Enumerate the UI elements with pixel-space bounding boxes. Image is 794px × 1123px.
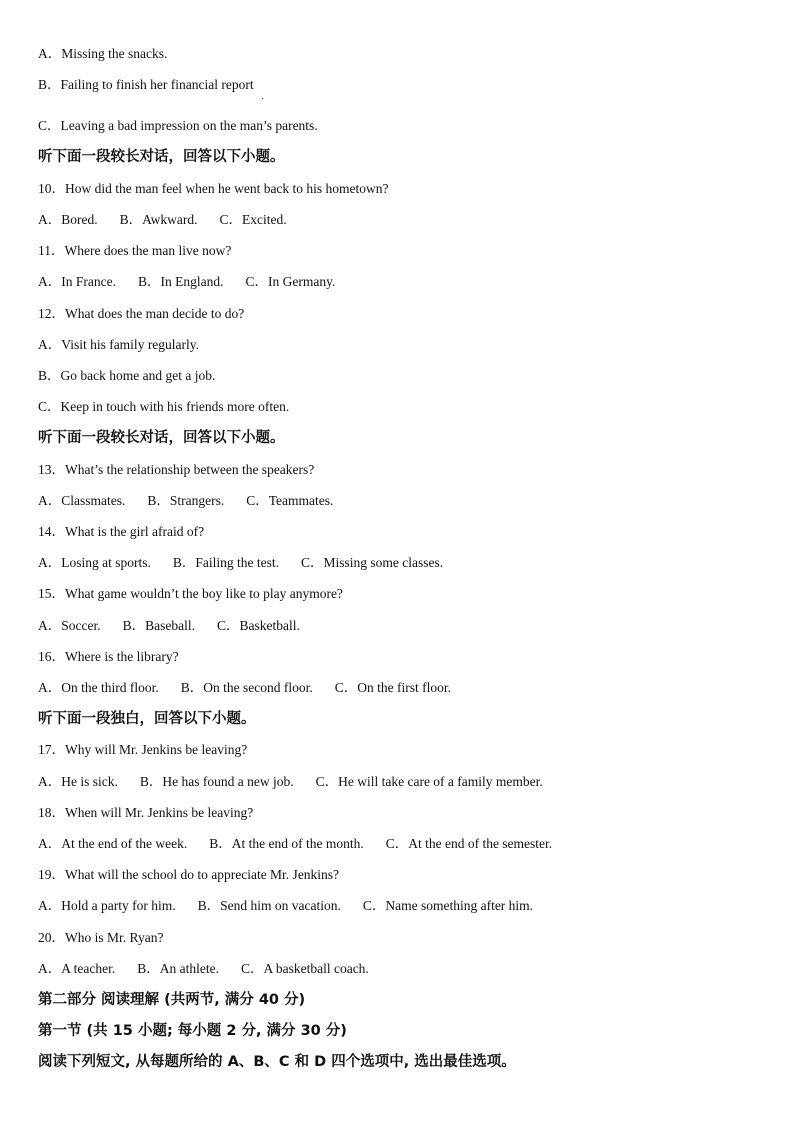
section-heading: 听下面一段独白，回答以下小题。 — [38, 711, 256, 727]
answer-option: A．Hold a party for him. — [38, 898, 176, 913]
answer-option: B．Failing the test. — [172, 555, 279, 570]
section-heading: 第二部分 阅读理解 (共两节, 满分 40 分) — [38, 992, 306, 1008]
answer-option: C．Missing some classes. — [301, 555, 444, 570]
question-text: A．Missing the snacks. — [38, 46, 168, 61]
question-text: 11．Where does the man live now? — [38, 243, 232, 258]
answer-option: C．A basketball coach. — [240, 961, 369, 976]
section-heading: 第一节 (共 15 小题; 每小题 2 分, 满分 30 分) — [38, 1023, 347, 1039]
answer-option: A．Soccer. — [38, 618, 101, 633]
answer-option: A．In France. — [38, 274, 116, 289]
question-text: 19．What will the school do to appreciate Mr. Jenkins? — [38, 867, 340, 882]
section-heading: 听下面一段较长对话，回答以下小题。 — [38, 430, 285, 446]
question-text: C．Keep in touch with his friends more often. — [38, 399, 290, 414]
answer-option: C．Teammates. — [246, 493, 334, 508]
answer-option: A．Bored. — [38, 212, 98, 227]
options-row — [38, 897, 533, 915]
answer-option: B．He has found a new job. — [139, 774, 294, 789]
question-text: 10．How did the man feel when he went back to his hometown? — [38, 181, 389, 196]
question-text: 17．Why will Mr. Jenkins be leaving? — [38, 742, 248, 757]
options-row — [38, 617, 300, 635]
options-row — [38, 960, 369, 978]
question-text: 12．What does the man decide to do? — [38, 306, 245, 321]
answer-option: A．A teacher. — [38, 961, 116, 976]
answer-option: C．On the first floor. — [334, 680, 451, 695]
answer-option: C．Excited. — [219, 212, 287, 227]
answer-option: B．In England. — [137, 274, 224, 289]
answer-option: B．On the second floor. — [180, 680, 313, 695]
answer-option: B．Awkward. — [119, 212, 198, 227]
question-text: C．Leaving a bad impression on the man’s parents. — [38, 118, 318, 133]
options-row — [38, 211, 287, 229]
options-row — [38, 554, 443, 572]
answer-option: B．Baseball. — [122, 618, 195, 633]
options-row — [38, 492, 333, 510]
question-text: B．Go back home and get a job. — [38, 368, 216, 383]
answer-option: B．At the end of the month. — [209, 836, 364, 851]
stray-dot — [262, 98, 263, 99]
section-heading: 阅读下列短文, 从每题所给的 A、B、C 和 D 四个选项中, 选出最佳选项。 — [38, 1054, 516, 1070]
section-heading: 听下面一段较长对话，回答以下小题。 — [38, 149, 285, 165]
question-text: 20．Who is Mr. Ryan? — [38, 930, 164, 945]
options-row — [38, 835, 552, 853]
answer-option: A．On the third floor. — [38, 680, 159, 695]
answer-option: B．Send him on vacation. — [197, 898, 341, 913]
question-text: B．Failing to finish her financial report — [38, 77, 254, 92]
answer-option: C．At the end of the semester. — [385, 836, 553, 851]
answer-option: C．In Germany. — [245, 274, 336, 289]
question-text: 13．What’s the relationship between the speakers? — [38, 462, 315, 477]
options-row — [38, 773, 543, 791]
question-text: 18．When will Mr. Jenkins be leaving? — [38, 805, 254, 820]
options-row — [38, 273, 335, 291]
answer-option: C．Name something after him. — [362, 898, 534, 913]
question-text: 15．What game wouldn’t the boy like to play anymore? — [38, 586, 343, 601]
question-text: A．Visit his family regularly. — [38, 337, 200, 352]
answer-option: A．Losing at sports. — [38, 555, 151, 570]
answer-option: B．Strangers. — [147, 493, 225, 508]
options-row — [38, 679, 451, 697]
answer-option: C．He will take care of a family member. — [315, 774, 543, 789]
question-text: 14．What is the girl afraid of? — [38, 524, 205, 539]
question-text: 16．Where is the library? — [38, 649, 179, 664]
answer-option: A．He is sick. — [38, 774, 118, 789]
answer-option: A．At the end of the week. — [38, 836, 188, 851]
answer-option: A．Classmates. — [38, 493, 126, 508]
answer-option: B．An athlete. — [137, 961, 219, 976]
answer-option: C．Basketball. — [216, 618, 300, 633]
